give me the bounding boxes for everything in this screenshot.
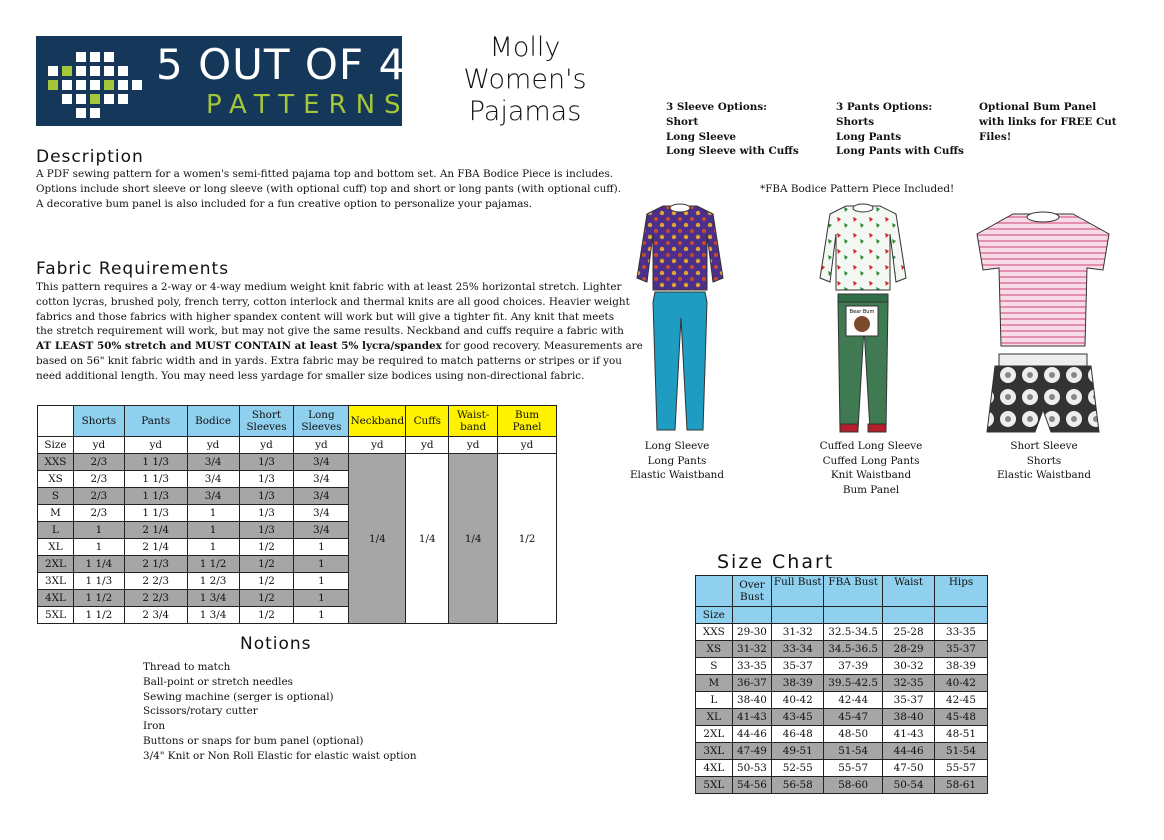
view-2-illustration: [818, 198, 908, 440]
table-row: 5XL 54-56 56-58 58-60 50-54 58-61: [696, 777, 988, 794]
col-header: Full Bust: [772, 576, 824, 607]
col-header: Hips: [935, 576, 988, 607]
sleeve-options: 3 Sleeve Options: Short Long Sleeve Long Sleeve with Cuffs: [666, 101, 799, 158]
col-header: Over Bust: [732, 576, 772, 607]
table-row: 4XL 50-53 52-55 55-57 47-50 55-57: [696, 760, 988, 777]
col-header: Pants: [124, 406, 187, 437]
list-item: 3/4" Knit or Non Roll Elastic for elastic waist option: [143, 749, 417, 762]
col-header: Short Sleeves: [239, 406, 294, 437]
page-title: Molly Women's Pajamas: [463, 32, 587, 127]
yardage-unit-row: Size yd yd yd yd yd yd yd yd yd: [38, 437, 557, 454]
size-chart-heading: Size Chart: [717, 551, 835, 573]
logo: [36, 36, 410, 126]
col-header: Long Sleeves: [294, 406, 349, 437]
fabric-heading: Fabric Requirements: [36, 259, 230, 279]
col-header: Bum Panel: [498, 406, 557, 437]
table-row: XXS 29-30 31-32 32.5-34.5 25-28 33-35: [696, 624, 988, 641]
size-chart-header-row: [696, 576, 988, 607]
size-chart-table: [695, 575, 988, 794]
merged-cell: 1/2: [498, 454, 557, 624]
table-row: XL 1 2 1/4 1 1/2 1: [38, 539, 557, 556]
yardage-table: [37, 405, 557, 624]
table-row: 3XL 47-49 49-51 51-54 44-46 51-54: [696, 743, 988, 760]
pants-options: 3 Pants Options: Shorts Long Pants Long Pants with Cuffs: [836, 101, 964, 158]
col-header: FBA Bust: [824, 576, 883, 607]
table-row: XXS 2/3 1 1/3 3/4 1/3 3/4 1/4 1/4 1/4 1/2: [38, 454, 557, 471]
list-item: Thread to match: [143, 661, 231, 673]
notions-heading: Notions: [240, 634, 312, 654]
table-row: L 38-40 40-42 42-44 35-37 42-45: [696, 692, 988, 709]
list-item: Ball-point or stretch needles: [143, 675, 293, 688]
table-row: 2XL 44-46 46-48 48-50 41-43 48-51: [696, 726, 988, 743]
description-heading: Description: [36, 147, 144, 167]
view-1-caption: Long Sleeve Long Pants Elastic Waistband: [629, 440, 725, 482]
table-row: 2XL 1 1/4 2 1/3 1 1/2 1/2 1: [38, 556, 557, 573]
table-row: 5XL 1 1/2 2 3/4 1 3/4 1/2 1: [38, 607, 557, 624]
table-row: M 2/3 1 1/3 1 1/3 3/4: [38, 505, 557, 522]
merged-cell: 1/4: [406, 454, 449, 624]
description-text: A PDF sewing pattern for a women's semi-fitted pajama top and bottom set. An FBA Bodice Piece is includes. Options include short sleeve or long sleeve (with optional cuff) top and short or long pants (with optional cuff). A decorative bum panel is also included for a fun creative option to personalize your pajamas.: [36, 168, 622, 210]
table-row: XL 41-43 43-45 45-47 38-40 45-48: [696, 709, 988, 726]
col-header: Waist- band: [449, 406, 498, 437]
view-3-caption: Short Sleeve Shorts Elastic Waistband: [996, 440, 1092, 482]
table-row: S 2/3 1 1/3 3/4 1/3 3/4: [38, 488, 557, 505]
table-row: L 1 2 1/4 1 1/3 3/4: [38, 522, 557, 539]
col-header: Waist: [883, 576, 935, 607]
table-row: M 36-37 38-39 39.5-42.5 32-35 40-42: [696, 675, 988, 692]
table-row: XS 2/3 1 1/3 3/4 1/3 3/4: [38, 471, 557, 488]
notions-list: [143, 660, 417, 764]
table-row: 3XL 1 1/3 2 2/3 1 2/3 1/2 1: [38, 573, 557, 590]
list-item: Buttons or snaps for bum panel (optional): [143, 734, 364, 747]
table-row: XS 31-32 33-34 34.5-36.5 28-29 35-37: [696, 641, 988, 658]
view-3-illustration: [975, 210, 1115, 436]
merged-cell: 1/4: [349, 454, 406, 624]
size-label-row: Size: [696, 607, 988, 624]
bum-panel-option: Optional Bum Panel with links for FREE Cut Files!: [979, 101, 1117, 143]
col-header: Neckband: [349, 406, 406, 437]
col-header: Cuffs: [406, 406, 449, 437]
table-row: 4XL 1 1/2 2 2/3 1 3/4 1/2 1: [38, 590, 557, 607]
col-header: Shorts: [73, 406, 124, 437]
fba-note: *FBA Bodice Pattern Piece Included!: [760, 183, 955, 195]
merged-cell: 1/4: [449, 454, 498, 624]
logo-subtitle: PATTERNS: [206, 90, 410, 120]
view-1-illustration: [635, 198, 725, 440]
view-2-caption: Cuffed Long Sleeve Cuffed Long Pants Knit Waistband Bum Panel: [819, 440, 923, 496]
list-item: Scissors/rotary cutter: [143, 705, 258, 718]
col-header: Bodice: [187, 406, 239, 437]
table-row: S 33-35 35-37 37-39 30-32 38-39: [696, 658, 988, 675]
bum-panel-badge: Bear Bum: [849, 309, 875, 315]
fabric-text: This pattern requires a 2-way or 4-way medium weight knit fabric with at least 25% horizontal stretch. Lighter cotton lycras, brushed poly, french terry, cotton interlock and thermal knits are all good choices. Heavier weight fabrics and those fabrics with higher spandex content will work but will give a tighter fit. Any knit that meets the stretch requirement will work, but may not give the same results. Neckband and cuffs require a fabric with AT LEAST 50% stretch and MUST CONTAIN at least 5% lycra/spandex for good recovery. Measurements are based on 56" knit fabric width and in yards. Extra fabric may be required to match patterns or stripes or if you need additional length. You may need less yardage for smaller size bodices using non-directional fabric.: [36, 281, 643, 382]
yardage-header-row: [38, 406, 557, 437]
list-item: Iron: [143, 720, 166, 733]
logo-wordmark: 5 OUT OF 4: [156, 40, 407, 89]
list-item: Sewing machine (serger is optional): [143, 690, 334, 703]
